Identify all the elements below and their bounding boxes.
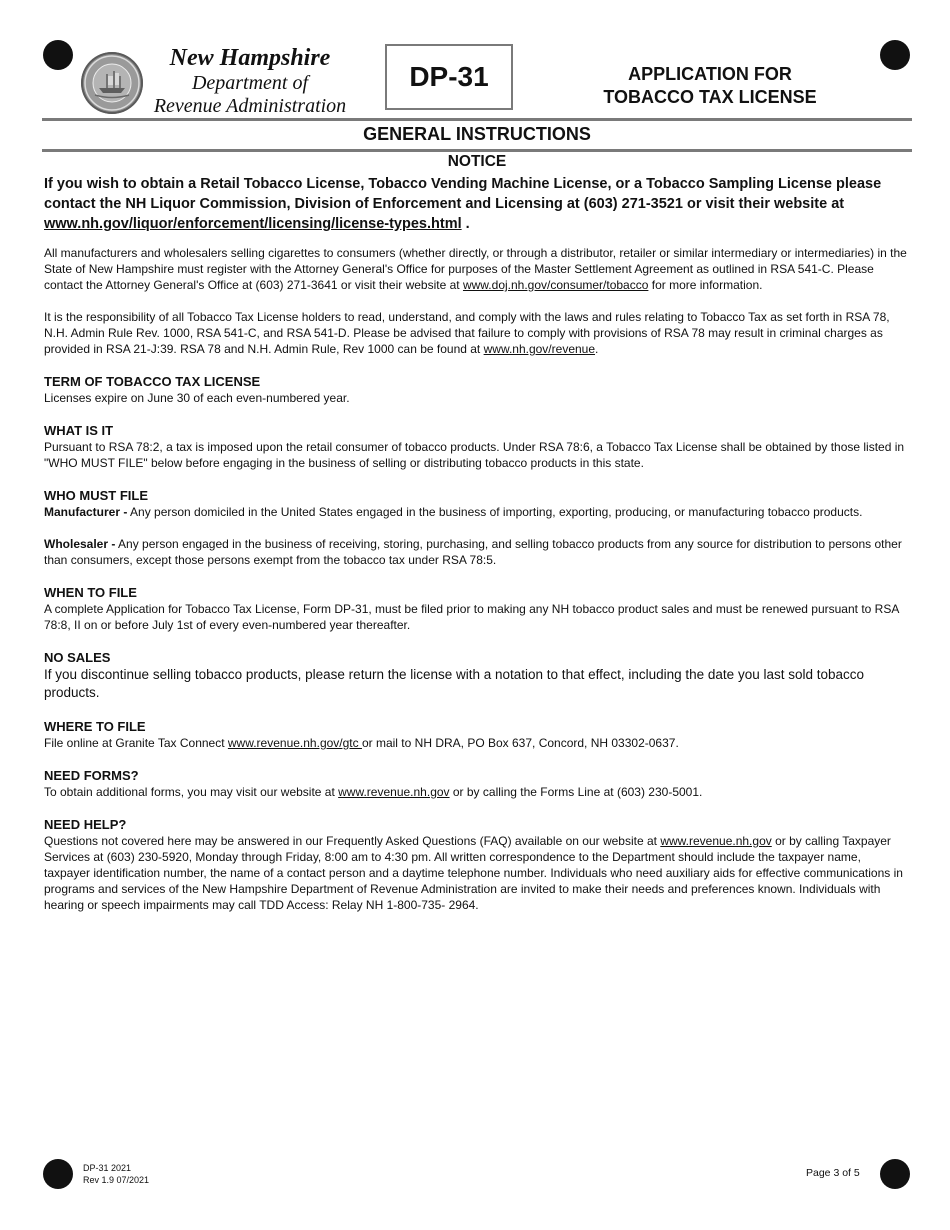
registration-mark-bottom-right [880,1159,910,1189]
wholesaler-label: Wholesaler - [44,537,116,551]
what-heading: WHAT IS IT [44,423,114,438]
agency-name [146,44,354,118]
where-heading: WHERE TO FILE [44,719,146,734]
notice-text-body: If you wish to obtain a Retail Tobacco License, Tobacco Vending Machine License, or a Tobacco Sampling License please contact the NH Liquor Commission, Division of Enforcement and Licensing at (603) 271-3521 or visit their website at [44,176,882,212]
intro-paragraph-2 [44,309,910,357]
footer-form-year: DP-31 2021 [83,1163,132,1173]
notice-text-tail: . [461,216,470,232]
intro-paragraph-1 [44,245,910,293]
revenue-link[interactable]: www.nh.gov/revenue [483,342,596,356]
intro-p1-text: All manufacturers and wholesalers selling cigarettes to consumers (whether directly, or through a distributor, retailer or similar intermediary or intermediaries) in the State of New Hampshire must register with the Attorney General's Office for purposes of the Master Settlement Agreement as outlined in RSA 541-C. Please contact the Attorney General's Office at (603) 271-3641 or visit their website at [44,246,907,292]
notice-title: NOTICE [447,153,507,170]
where-text-tail: or mail to NH DRA, PO Box 637, Concord, NH 03302-0637. [361,736,679,750]
intro-p2-tail: . [595,342,599,356]
who-heading: WHO MUST FILE [44,488,148,503]
wholesaler-text: Any person engaged in the business of receiving, storing, purchasing, and selling tobacco products from any source for distribution to persons other than consumers, except those persons exempt from the tobacco tax under RSA 78:5. [44,537,902,567]
forms-text [44,784,910,800]
manufacturer-text: Any person domiciled in the United States engaged in the business of importing, exporting, producing, or manufacturing tobacco products. [127,505,863,519]
doj-tobacco-link[interactable]: www.doj.nh.gov/consumer/tobacco [462,278,649,292]
instructions-body [44,245,910,913]
liquor-licensing-link[interactable]: www.nh.gov/liquor/enforcement/licensing/license-types.html [44,216,462,232]
gtc-link[interactable]: www.revenue.nh.gov/gtc [227,736,362,750]
section-title: GENERAL INSTRUCTIONS [363,124,591,144]
form-number: DP-31 [409,61,489,92]
manufacturer-label: Manufacturer - [44,505,128,519]
help-heading: NEED HELP? [44,817,127,832]
agency-division: Revenue Administration [153,95,347,117]
page-number: Page 3 of 5 [806,1167,860,1179]
manufacturer-definition [44,504,910,520]
forms-text-tail: or by calling the Forms Line at (603) 230-5001. [449,785,703,799]
where-text-body: File online at Granite Tax Connect [44,736,228,750]
form-title-line1: APPLICATION FOR [628,64,792,84]
nosales-text: If you discontinue selling tobacco products, please return the license with a notation to that effect, including the date you last sold tobacco products. [44,667,865,700]
what-text: Pursuant to RSA 78:2, a tax is imposed upon the retail consumer of tobacco products. Under RSA 78:6, a Tobacco Tax License shall be obtained by those listed in "WHO MUST FILE" below before engaging in the business of selling or distributing tobacco products in this state. [44,440,905,470]
footer-revision: Rev 1.9 07/2021 [83,1175,150,1185]
section-divider [42,149,912,152]
form-title-line2: TOBACCO TAX LICENSE [603,87,817,107]
intro-p2-text: It is the responsibility of all Tobacco Tax License holders to read, understand, and comply with the laws and rules relating to Tobacco Tax as set forth in RSA 78, N.H. Admin Rule Rev. 1000, RSA 541-C, and RSA 541-D. Please be advised that failure to comply with provisions of RSA 78 may result in criminal charges as provided in RSA 21-J:39. RSA 78 and N.H. Admin Rule, Rev 1000 can be found at [44,310,890,356]
registration-mark-top-left [43,40,73,70]
help-website-link[interactable]: www.revenue.nh.gov [660,834,772,848]
forms-website-link[interactable]: www.revenue.nh.gov [338,785,450,799]
agency-dept: Department of [191,72,309,94]
form-title [580,63,840,109]
state-seal-icon [81,52,143,114]
term-heading: TERM OF TOBACCO TAX LICENSE [44,374,261,389]
agency-state: New Hampshire [169,45,331,71]
header-divider [42,118,912,121]
help-text [44,833,910,913]
intro-p1-tail: for more information. [648,278,763,292]
help-text-tail: or by calling Taxpayer Services at (603) 230-5920, Monday through Friday, 8:00 am to 4:30 pm. All written correspondence to the Department should include the taxpayer name, taxpayer identification number, the name of a contact person and a daytime telephone number. Individuals who need auxiliary aids for effective communications in programs and services of the New Hampshire Department of Revenue Administration are invited to make their needs and preferences known. Individuals with hearing or speech impairments may call TDD Access: Relay NH 1-800-735- 2964. [44,834,903,912]
wholesaler-definition [44,536,910,568]
when-text: A complete Application for Tobacco Tax License, Form DP-31, must be filed prior to making any NH tobacco product sales and must be renewed pursuant to RSA 78:8, II on or before July 1st of every even-numbered year thereafter. [44,602,899,632]
forms-text-body: To obtain additional forms, you may visit our website at [44,785,339,799]
registration-mark-bottom-left [43,1159,73,1189]
forms-heading: NEED FORMS? [44,768,139,783]
registration-mark-top-right [880,40,910,70]
form-number-box [385,44,513,110]
help-text-body: Questions not covered here may be answered in our Frequently Asked Questions (FAQ) available on our website at [44,834,661,848]
when-heading: WHEN TO FILE [44,585,137,600]
notice-text [44,174,910,234]
term-text: Licenses expire on June 30 of each even-numbered year. [44,391,350,405]
where-text [44,735,910,751]
footer-form-info [83,1162,149,1186]
nosales-heading: NO SALES [44,650,111,665]
